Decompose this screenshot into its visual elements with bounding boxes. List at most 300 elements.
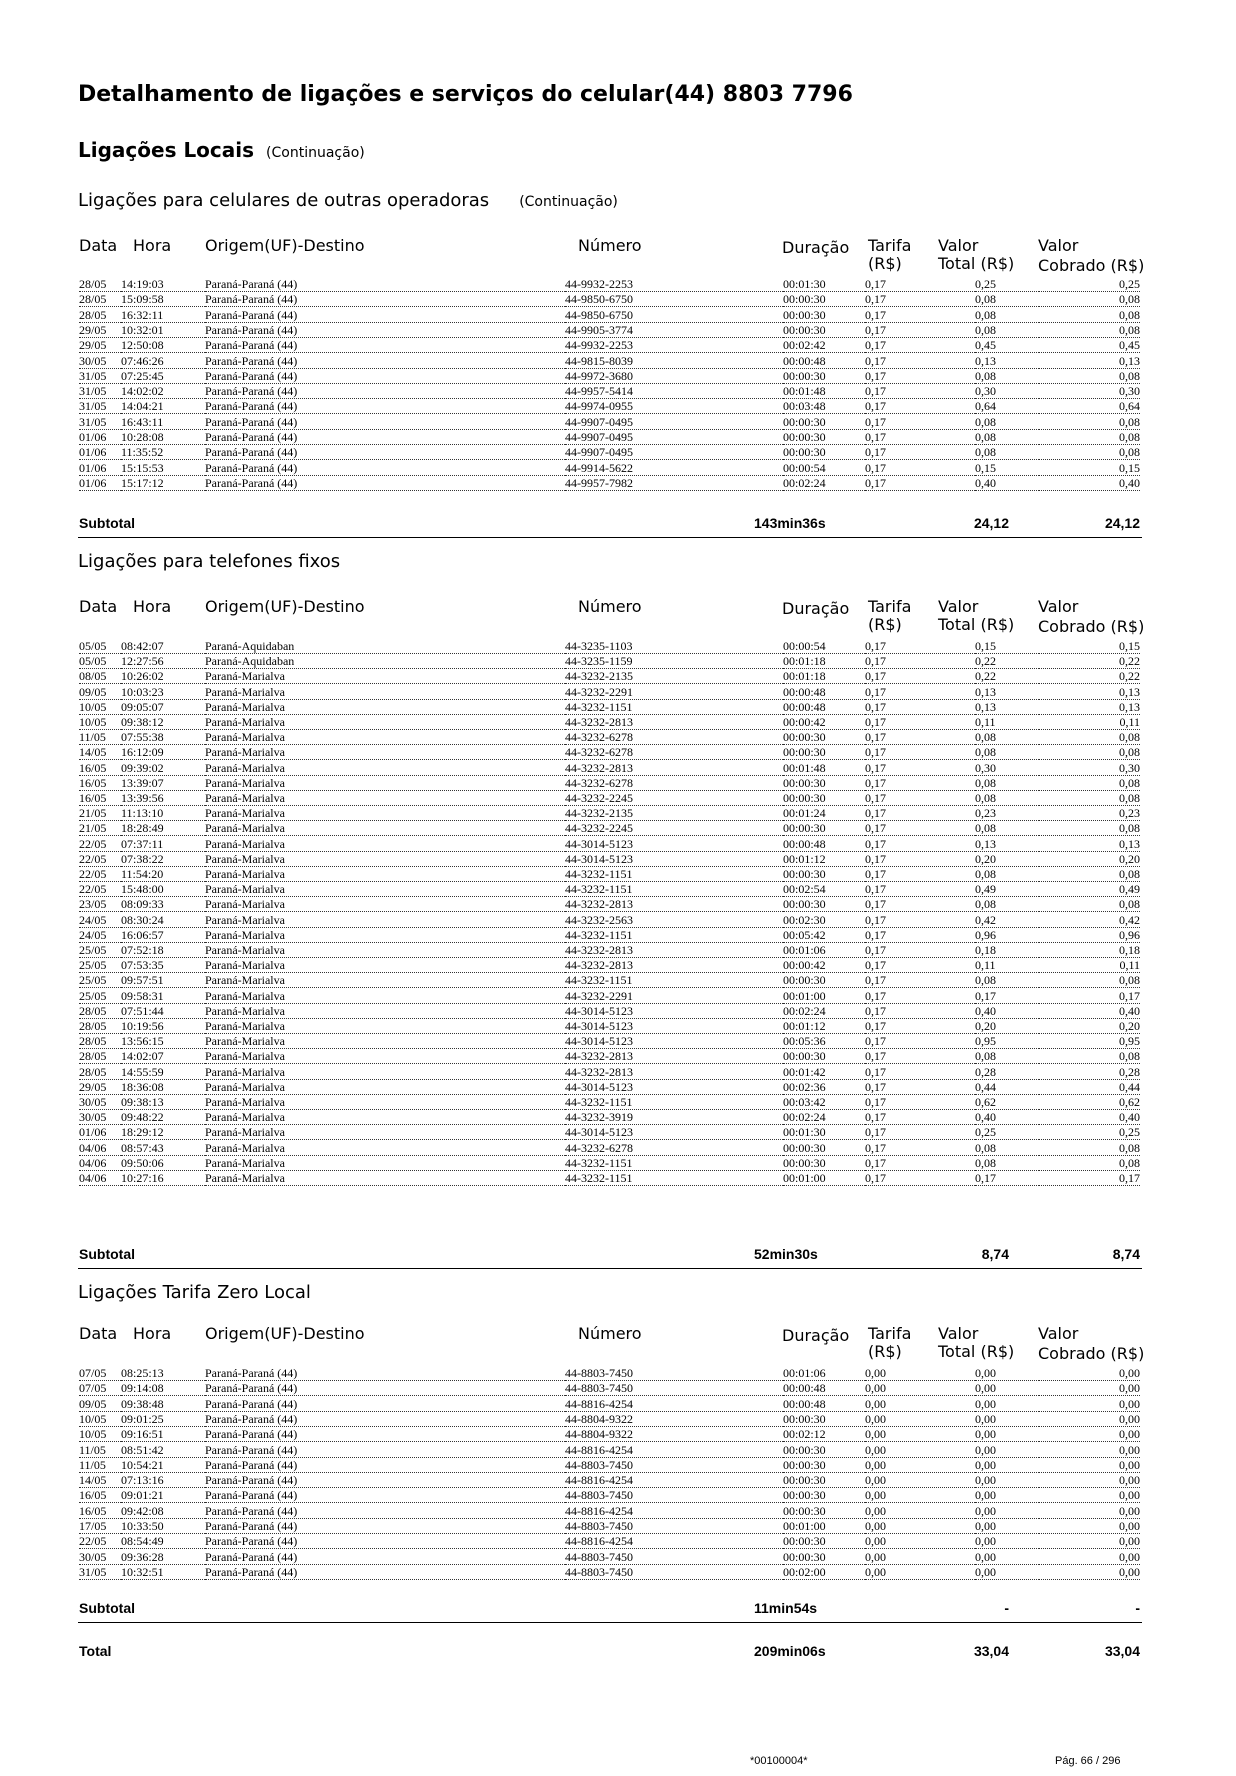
origin-destination-cell: Paraná-Marialva (205, 867, 565, 882)
call-row (0, 1565, 1236, 1581)
total-value-cell: 0,08 (975, 415, 1039, 430)
col-header-total-value-unit: Total (R$) (938, 1342, 1015, 1361)
date-cell: 10/05 (79, 715, 121, 730)
date-cell: 04/06 (79, 1171, 121, 1186)
time-cell: 09:14:08 (121, 1381, 205, 1396)
origin-destination-cell: Paraná-Marialva (205, 943, 565, 958)
time-cell: 11:35:52 (121, 445, 205, 460)
origin-destination-cell: Paraná-Marialva (205, 1049, 565, 1064)
duration-cell: 00:02:24 (783, 1004, 865, 1019)
charged-value-cell: 0,00 (1039, 1443, 1140, 1458)
call-row (0, 715, 1236, 731)
call-row (0, 1065, 1236, 1081)
duration-cell: 00:00:30 (783, 1412, 865, 1427)
time-cell: 12:27:56 (121, 654, 205, 669)
subtotal-total-value: - (1004, 1600, 1009, 1616)
total-value-cell: 0,22 (975, 654, 1039, 669)
rate-cell: 0,17 (865, 369, 975, 384)
time-cell: 08:42:07 (121, 639, 205, 654)
date-cell: 28/05 (79, 1034, 121, 1049)
origin-destination-cell: Paraná-Paraná (44) (205, 1458, 565, 1473)
call-row (0, 761, 1236, 777)
total-value-cell: 0,13 (975, 354, 1039, 369)
time-cell: 09:50:06 (121, 1156, 205, 1171)
charged-value-cell: 0,22 (1039, 669, 1140, 684)
date-cell: 28/05 (79, 277, 121, 292)
number-cell: 44-3014-5123 (565, 852, 783, 867)
date-cell: 01/06 (79, 1125, 121, 1140)
total-value-cell: 0,13 (975, 685, 1039, 700)
total-value-cell: 0,11 (975, 715, 1039, 730)
duration-cell: 00:00:30 (783, 430, 865, 445)
time-cell: 18:29:12 (121, 1125, 205, 1140)
rate-cell: 0,17 (865, 1110, 975, 1125)
call-row (0, 989, 1236, 1005)
rate-cell: 0,17 (865, 943, 975, 958)
time-cell: 10:32:51 (121, 1565, 205, 1580)
total-value-cell: 0,95 (975, 1034, 1039, 1049)
charged-value-cell: 0,08 (1039, 867, 1140, 882)
call-row (0, 1141, 1236, 1157)
rate-cell: 0,17 (865, 806, 975, 821)
total-value-cell: 0,08 (975, 791, 1039, 806)
duration-cell: 00:00:54 (783, 461, 865, 476)
date-cell: 31/05 (79, 415, 121, 430)
charged-value-cell: 0,08 (1039, 973, 1140, 988)
charged-value-cell: 0,00 (1039, 1473, 1140, 1488)
number-cell: 44-3232-1151 (565, 973, 783, 988)
duration-cell: 00:02:36 (783, 1080, 865, 1095)
total-value-cell: 0,00 (975, 1412, 1039, 1427)
call-row (0, 1171, 1236, 1187)
date-cell: 25/05 (79, 943, 121, 958)
time-cell: 14:19:03 (121, 277, 205, 292)
duration-cell: 00:02:30 (783, 913, 865, 928)
date-cell: 05/05 (79, 654, 121, 669)
total-value-cell: 0,08 (975, 430, 1039, 445)
call-row (0, 1458, 1236, 1474)
date-cell: 10/05 (79, 700, 121, 715)
duration-cell: 00:01:06 (783, 943, 865, 958)
call-row (0, 308, 1236, 324)
time-cell: 09:05:07 (121, 700, 205, 715)
date-cell: 14/05 (79, 1473, 121, 1488)
date-cell: 28/05 (79, 292, 121, 307)
number-cell: 44-3014-5123 (565, 837, 783, 852)
number-cell: 44-9850-6750 (565, 292, 783, 307)
charged-value-cell: 0,08 (1039, 821, 1140, 836)
number-cell: 44-3232-1151 (565, 867, 783, 882)
rate-cell: 0,17 (865, 1080, 975, 1095)
origin-destination-cell: Paraná-Marialva (205, 928, 565, 943)
duration-cell: 00:01:00 (783, 1171, 865, 1186)
col-header-time: Hora (133, 236, 172, 255)
number-cell: 44-3232-2245 (565, 791, 783, 806)
total-value-cell: 0,08 (975, 745, 1039, 760)
origin-destination-cell: Paraná-Paraná (44) (205, 1534, 565, 1549)
time-cell: 13:56:15 (121, 1034, 205, 1049)
time-cell: 11:13:10 (121, 806, 205, 821)
duration-cell: 00:00:30 (783, 1141, 865, 1156)
rate-cell: 0,17 (865, 897, 975, 912)
call-row (0, 1504, 1236, 1520)
number-cell: 44-3232-6278 (565, 1141, 783, 1156)
rate-cell: 0,17 (865, 761, 975, 776)
call-row (0, 685, 1236, 701)
total-value-cell: 0,40 (975, 476, 1039, 491)
date-cell: 04/06 (79, 1156, 121, 1171)
date-cell: 09/05 (79, 685, 121, 700)
origin-destination-cell: Paraná-Paraná (44) (205, 1550, 565, 1565)
number-cell: 44-3232-1151 (565, 1171, 783, 1186)
date-cell: 29/05 (79, 1080, 121, 1095)
origin-destination-cell: Paraná-Marialva (205, 973, 565, 988)
charged-value-cell: 0,00 (1039, 1381, 1140, 1396)
rate-cell: 0,00 (865, 1504, 975, 1519)
charged-value-cell: 0,95 (1039, 1034, 1140, 1049)
rate-cell: 0,17 (865, 730, 975, 745)
section-continuation: (Continuação) (266, 145, 365, 161)
rate-cell: 0,00 (865, 1412, 975, 1427)
origin-destination-cell: Paraná-Paraná (44) (205, 461, 565, 476)
rate-cell: 0,00 (865, 1473, 975, 1488)
date-cell: 28/05 (79, 308, 121, 323)
time-cell: 18:36:08 (121, 1080, 205, 1095)
charged-value-cell: 0,00 (1039, 1565, 1140, 1580)
call-row (0, 867, 1236, 883)
number-cell: 44-9907-0495 (565, 430, 783, 445)
rate-cell: 0,17 (865, 700, 975, 715)
charged-value-cell: 0,11 (1039, 958, 1140, 973)
origin-destination-cell: Paraná-Marialva (205, 1171, 565, 1186)
total-value-cell: 0,17 (975, 989, 1039, 1004)
date-cell: 28/05 (79, 1004, 121, 1019)
date-cell: 22/05 (79, 852, 121, 867)
duration-cell: 00:00:30 (783, 897, 865, 912)
subtotal-charged-value: - (1135, 1600, 1140, 1616)
duration-cell: 00:01:00 (783, 989, 865, 1004)
time-cell: 07:51:44 (121, 1004, 205, 1019)
date-cell: 30/05 (79, 1110, 121, 1125)
subsection-title: Ligações Tarifa Zero Local (78, 1282, 311, 1303)
time-cell: 16:12:09 (121, 745, 205, 760)
duration-cell: 00:01:30 (783, 277, 865, 292)
charged-value-cell: 0,18 (1039, 943, 1140, 958)
number-cell: 44-9972-3680 (565, 369, 783, 384)
total-value-cell: 0,20 (975, 1019, 1039, 1034)
date-cell: 08/05 (79, 669, 121, 684)
time-cell: 07:13:16 (121, 1473, 205, 1488)
number-cell: 44-8804-9322 (565, 1427, 783, 1442)
total-value-cell: 0,20 (975, 852, 1039, 867)
call-row (0, 806, 1236, 822)
call-row (0, 292, 1236, 308)
origin-destination-cell: Paraná-Aquidaban (205, 654, 565, 669)
number-cell: 44-3232-6278 (565, 745, 783, 760)
charged-value-cell: 0,25 (1039, 1125, 1140, 1140)
charged-value-cell: 0,42 (1039, 913, 1140, 928)
call-row (0, 639, 1236, 655)
call-row (0, 1125, 1236, 1141)
number-cell: 44-3232-2291 (565, 989, 783, 1004)
charged-value-cell: 0,13 (1039, 685, 1140, 700)
duration-cell: 00:01:18 (783, 669, 865, 684)
col-header-charged-value: Valor (1038, 597, 1079, 616)
col-header-duration: Duração (782, 599, 850, 618)
duration-cell: 00:01:24 (783, 806, 865, 821)
charged-value-cell: 0,13 (1039, 700, 1140, 715)
rate-cell: 0,17 (865, 776, 975, 791)
rate-cell: 0,17 (865, 685, 975, 700)
time-cell: 09:38:48 (121, 1397, 205, 1412)
number-cell: 44-3014-5123 (565, 1019, 783, 1034)
call-row (0, 1004, 1236, 1020)
call-row (0, 384, 1236, 400)
call-row (0, 1080, 1236, 1096)
duration-cell: 00:03:48 (783, 399, 865, 414)
number-cell: 44-8803-7450 (565, 1519, 783, 1534)
duration-cell: 00:00:48 (783, 1397, 865, 1412)
duration-cell: 00:00:30 (783, 821, 865, 836)
charged-value-cell: 0,08 (1039, 430, 1140, 445)
duration-cell: 00:00:30 (783, 1534, 865, 1549)
charged-value-cell: 0,45 (1039, 338, 1140, 353)
number-cell: 44-3232-6278 (565, 730, 783, 745)
rate-cell: 0,17 (865, 669, 975, 684)
rate-cell: 0,17 (865, 1034, 975, 1049)
duration-cell: 00:00:30 (783, 1473, 865, 1488)
date-cell: 22/05 (79, 867, 121, 882)
date-cell: 01/06 (79, 430, 121, 445)
call-row (0, 776, 1236, 792)
number-cell: 44-8803-7450 (565, 1458, 783, 1473)
origin-destination-cell: Paraná-Paraná (44) (205, 430, 565, 445)
subtotal-total-value: 24,12 (973, 515, 1009, 531)
charged-value-cell: 0,00 (1039, 1488, 1140, 1503)
call-row (0, 669, 1236, 685)
number-cell: 44-8803-7450 (565, 1550, 783, 1565)
total-value-cell: 0,00 (975, 1473, 1039, 1488)
rate-cell: 0,17 (865, 639, 975, 654)
date-cell: 16/05 (79, 761, 121, 776)
number-cell: 44-3232-2135 (565, 806, 783, 821)
charged-value-cell: 0,08 (1039, 369, 1140, 384)
subtotal-charged-value: 24,12 (1104, 515, 1140, 531)
col-header-origin-destination: Origem(UF)-Destino (205, 236, 365, 255)
col-header-charged-value-unit: Cobrado (R$) (1038, 617, 1145, 636)
time-cell: 15:48:00 (121, 882, 205, 897)
total-value-cell: 0,08 (975, 1049, 1039, 1064)
call-row (0, 430, 1236, 446)
document-code: *00100004* (750, 1755, 808, 1767)
rate-cell: 0,17 (865, 1065, 975, 1080)
date-cell: 30/05 (79, 1095, 121, 1110)
duration-cell: 00:00:30 (783, 308, 865, 323)
date-cell: 11/05 (79, 1458, 121, 1473)
section-divider (78, 1268, 1142, 1269)
col-header-date: Data (79, 597, 118, 616)
number-cell: 44-8803-7450 (565, 1381, 783, 1396)
date-cell: 28/05 (79, 1065, 121, 1080)
total-value-cell: 0,22 (975, 669, 1039, 684)
duration-cell: 00:00:30 (783, 1488, 865, 1503)
origin-destination-cell: Paraná-Paraná (44) (205, 338, 565, 353)
rate-cell: 0,17 (865, 1156, 975, 1171)
call-row (0, 928, 1236, 944)
number-cell: 44-3232-1151 (565, 882, 783, 897)
col-header-charged-value: Valor (1038, 236, 1079, 255)
rate-cell: 0,17 (865, 461, 975, 476)
origin-destination-cell: Paraná-Paraná (44) (205, 1412, 565, 1427)
duration-cell: 00:02:42 (783, 338, 865, 353)
duration-cell: 00:02:54 (783, 882, 865, 897)
duration-cell: 00:00:30 (783, 791, 865, 806)
number-cell: 44-8816-4254 (565, 1397, 783, 1412)
col-header-rate-unit: (R$) (868, 615, 902, 634)
duration-cell: 00:01:18 (783, 654, 865, 669)
total-value-cell: 0,00 (975, 1366, 1039, 1381)
time-cell: 09:39:02 (121, 761, 205, 776)
rate-cell: 0,17 (865, 1171, 975, 1186)
call-row (0, 837, 1236, 853)
col-header-total-value: Valor (938, 236, 979, 255)
rate-cell: 0,17 (865, 1049, 975, 1064)
col-header-date: Data (79, 236, 118, 255)
charged-value-cell: 0,00 (1039, 1458, 1140, 1473)
subtotal-duration: 52min30s (754, 1246, 818, 1262)
origin-destination-cell: Paraná-Marialva (205, 958, 565, 973)
duration-cell: 00:00:42 (783, 715, 865, 730)
number-cell: 44-8804-9322 (565, 1412, 783, 1427)
time-cell: 10:28:08 (121, 430, 205, 445)
number-cell: 44-9932-2253 (565, 277, 783, 292)
time-cell: 13:39:56 (121, 791, 205, 806)
duration-cell: 00:00:48 (783, 685, 865, 700)
number-cell: 44-8803-7450 (565, 1565, 783, 1580)
duration-cell: 00:00:30 (783, 323, 865, 338)
rate-cell: 0,17 (865, 745, 975, 760)
col-header-number: Número (578, 1324, 642, 1343)
number-cell: 44-3232-2813 (565, 761, 783, 776)
charged-value-cell: 0,08 (1039, 415, 1140, 430)
origin-destination-cell: Paraná-Marialva (205, 730, 565, 745)
charged-value-cell: 0,28 (1039, 1065, 1140, 1080)
origin-destination-cell: Paraná-Marialva (205, 1034, 565, 1049)
total-value-cell: 0,23 (975, 806, 1039, 821)
number-cell: 44-3232-2813 (565, 1049, 783, 1064)
rate-cell: 0,17 (865, 837, 975, 852)
call-row (0, 1019, 1236, 1035)
time-cell: 16:06:57 (121, 928, 205, 943)
time-cell: 07:53:35 (121, 958, 205, 973)
origin-destination-cell: Paraná-Marialva (205, 852, 565, 867)
time-cell: 07:37:11 (121, 837, 205, 852)
subsection-continuation: (Continuação) (519, 194, 618, 210)
call-row (0, 821, 1236, 837)
subtotal-label: Subtotal (79, 1600, 135, 1616)
total-value-cell: 0,08 (975, 1141, 1039, 1156)
date-cell: 07/05 (79, 1366, 121, 1381)
call-row (0, 354, 1236, 370)
rate-cell: 0,17 (865, 852, 975, 867)
number-cell: 44-9907-0495 (565, 445, 783, 460)
date-cell: 30/05 (79, 354, 121, 369)
time-cell: 07:55:38 (121, 730, 205, 745)
date-cell: 25/05 (79, 973, 121, 988)
date-cell: 22/05 (79, 1534, 121, 1549)
rate-cell: 0,00 (865, 1381, 975, 1396)
date-cell: 10/05 (79, 1412, 121, 1427)
subsection-heading (78, 190, 618, 211)
duration-cell: 00:01:30 (783, 1125, 865, 1140)
call-row (0, 958, 1236, 974)
origin-destination-cell: Paraná-Marialva (205, 1141, 565, 1156)
origin-destination-cell: Paraná-Marialva (205, 806, 565, 821)
time-cell: 08:54:49 (121, 1534, 205, 1549)
time-cell: 10:03:23 (121, 685, 205, 700)
call-row (0, 973, 1236, 989)
rate-cell: 0,00 (865, 1443, 975, 1458)
duration-cell: 00:00:30 (783, 730, 865, 745)
total-value-cell: 0,62 (975, 1095, 1039, 1110)
call-row (0, 1427, 1236, 1443)
call-row (0, 338, 1236, 354)
charged-value-cell: 0,62 (1039, 1095, 1140, 1110)
charged-value-cell: 0,49 (1039, 882, 1140, 897)
time-cell: 10:33:50 (121, 1519, 205, 1534)
charged-value-cell: 0,96 (1039, 928, 1140, 943)
time-cell: 10:32:01 (121, 323, 205, 338)
time-cell: 09:57:51 (121, 973, 205, 988)
time-cell: 10:19:56 (121, 1019, 205, 1034)
time-cell: 14:02:07 (121, 1049, 205, 1064)
charged-value-cell: 0,08 (1039, 745, 1140, 760)
time-cell: 12:50:08 (121, 338, 205, 353)
total-charged-value: 33,04 (1104, 1643, 1140, 1659)
date-cell: 31/05 (79, 384, 121, 399)
origin-destination-cell: Paraná-Paraná (44) (205, 476, 565, 491)
origin-destination-cell: Paraná-Marialva (205, 761, 565, 776)
origin-destination-cell: Paraná-Marialva (205, 913, 565, 928)
col-header-rate: Tarifa (868, 236, 912, 255)
call-row (0, 369, 1236, 385)
time-cell: 15:09:58 (121, 292, 205, 307)
rate-cell: 0,00 (865, 1427, 975, 1442)
date-cell: 01/06 (79, 461, 121, 476)
duration-cell: 00:03:42 (783, 1095, 865, 1110)
col-header-date: Data (79, 1324, 118, 1343)
charged-value-cell: 0,08 (1039, 1141, 1140, 1156)
origin-destination-cell: Paraná-Paraná (44) (205, 1381, 565, 1396)
col-header-time: Hora (133, 1324, 172, 1343)
number-cell: 44-3232-2291 (565, 685, 783, 700)
origin-destination-cell: Paraná-Paraná (44) (205, 384, 565, 399)
total-value-cell: 0,40 (975, 1004, 1039, 1019)
number-cell: 44-3232-1151 (565, 700, 783, 715)
col-header-rate: Tarifa (868, 597, 912, 616)
number-cell: 44-9957-5414 (565, 384, 783, 399)
total-value-cell: 0,64 (975, 399, 1039, 414)
total-value-cell: 0,00 (975, 1488, 1039, 1503)
charged-value-cell: 0,40 (1039, 1110, 1140, 1125)
date-cell: 11/05 (79, 1443, 121, 1458)
charged-value-cell: 0,08 (1039, 730, 1140, 745)
charged-value-cell: 0,08 (1039, 791, 1140, 806)
section-divider (78, 1622, 1142, 1623)
number-cell: 44-3014-5123 (565, 1125, 783, 1140)
rate-cell: 0,17 (865, 338, 975, 353)
total-value-cell: 0,00 (975, 1443, 1039, 1458)
